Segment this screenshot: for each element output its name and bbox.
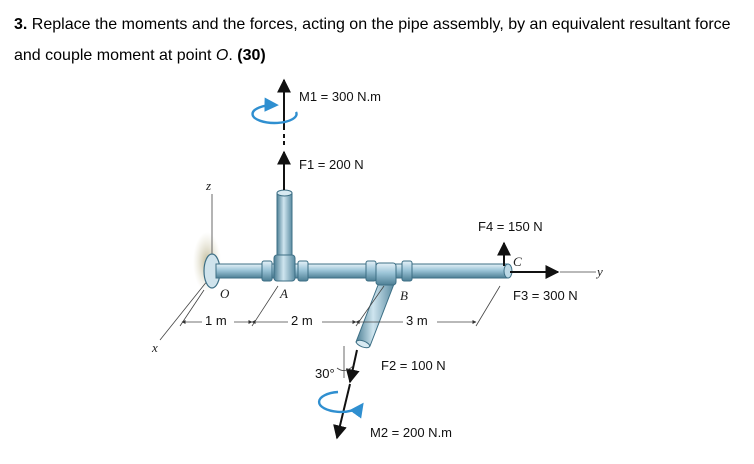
problem-text: Replace the moments and the forces, acting on the pipe assembly, by an equivalent resultant force and couple moment at point <box>14 16 731 64</box>
tee-joint <box>274 255 295 281</box>
vertical-pipe <box>277 193 292 261</box>
f1-label: F1 = 200 N <box>299 157 364 172</box>
f2-arrow <box>350 350 357 382</box>
angle-arc <box>337 366 353 371</box>
dim-2m-label: 2 m <box>291 313 313 328</box>
pipe-coupling <box>366 261 376 281</box>
x-axis <box>160 275 212 340</box>
angle-label: 30° <box>315 366 335 381</box>
pipe-coupling <box>402 261 412 281</box>
point-b-label: B <box>400 288 408 303</box>
dim-3m-label: 3 m <box>406 313 428 328</box>
angled-pipe <box>356 280 394 346</box>
pipe-coupling <box>262 261 272 281</box>
dim-1m-label: 1 m <box>205 313 227 328</box>
m1-curl-arrow <box>253 105 297 123</box>
f2-label: F2 = 100 N <box>381 358 446 373</box>
f3-label: F3 = 300 N <box>513 288 578 303</box>
problem-point: O <box>215 47 229 64</box>
problem-points: (30) <box>237 47 266 64</box>
vertical-pipe-top <box>277 190 292 196</box>
axis-y-label: y <box>597 264 603 279</box>
problem-text-end: . <box>228 47 233 64</box>
tee-joint <box>376 263 396 285</box>
f4-label: F4 = 150 N <box>478 219 543 234</box>
m1-label: M1 = 300 N.m <box>299 89 382 104</box>
dim-extension <box>252 286 278 326</box>
m2-curl-arrow <box>319 392 362 412</box>
point-o-label: O <box>220 286 230 301</box>
m2-label: M2 = 200 N.m <box>370 425 453 440</box>
point-c-label: C <box>513 254 522 269</box>
problem-number: 3. <box>14 16 28 33</box>
main-pipe <box>216 264 508 278</box>
dim-extension <box>476 286 500 326</box>
dim-extension <box>180 290 204 326</box>
pipe-coupling <box>298 261 308 281</box>
axis-x-label: x <box>152 340 158 355</box>
axis-z-label: z <box>206 178 212 193</box>
point-a-label: A <box>280 286 288 301</box>
